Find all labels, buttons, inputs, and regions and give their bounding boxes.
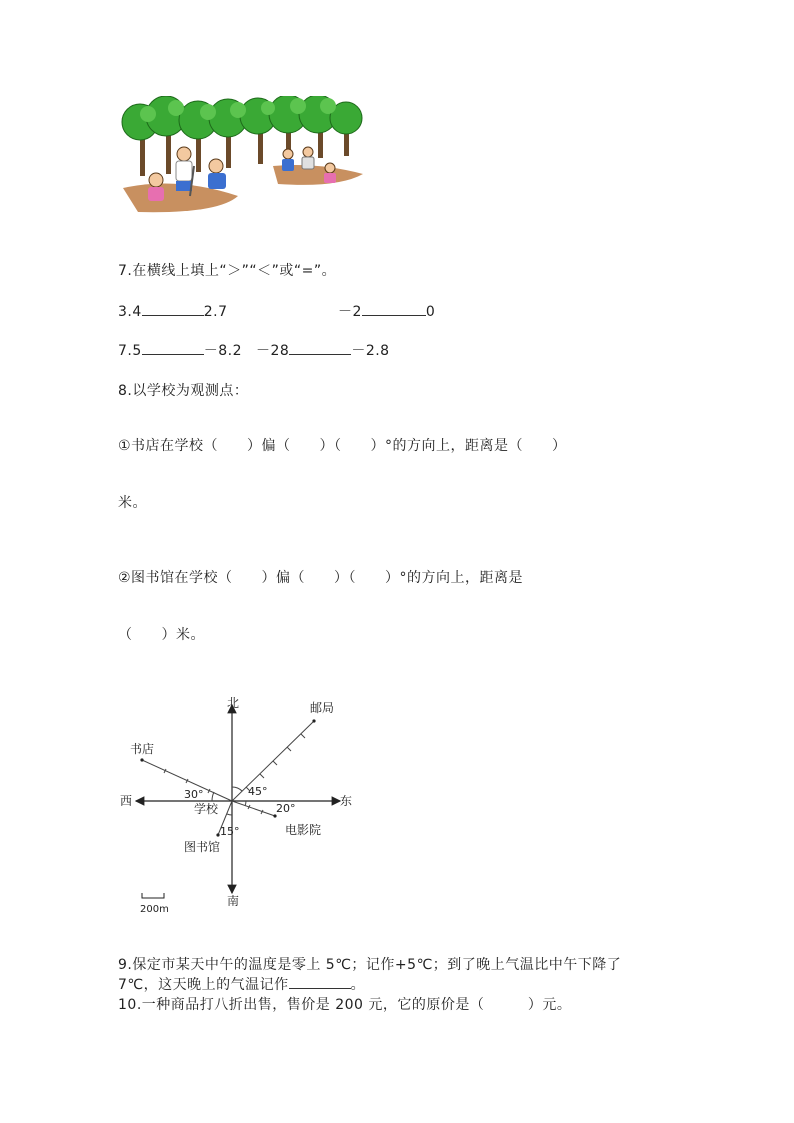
label-cinema: 电影院 xyxy=(285,823,322,837)
q9-line2-b: 。 xyxy=(350,977,366,993)
q7-row1-left xyxy=(118,303,228,321)
angle-bookstore: 30° xyxy=(184,788,204,801)
q7-row1-right xyxy=(338,303,435,321)
angle-cinema: 20° xyxy=(276,802,296,815)
direction-diagram xyxy=(110,695,370,915)
q7-r2-right-blank[interactable] xyxy=(289,342,351,355)
label-library: 图书馆 xyxy=(184,840,221,854)
label-school: 学校 xyxy=(194,802,219,816)
angle-library: 15° xyxy=(220,825,240,838)
q7-r1-right-a: －2 xyxy=(338,304,362,320)
q7-row2-right xyxy=(256,342,390,360)
q7-r2-left-b: －8.2 xyxy=(203,343,243,359)
q10-line: 10.一种商品打八折出售，售价是 200 元，它的原价是（ ）元。 xyxy=(118,997,572,1013)
q8-title: 8.以学校为观测点： xyxy=(118,383,249,399)
q7-row2-left xyxy=(118,342,242,360)
q9-line2 xyxy=(118,976,365,994)
q7-r2-left-blank[interactable] xyxy=(142,342,204,355)
q7-r1-left-b: 2.7 xyxy=(203,304,228,320)
scale-bar xyxy=(142,893,164,898)
label-post-office: 邮局 xyxy=(310,701,335,715)
q7-title: 7.在横线上填上“＞”“＜”或“=”。 xyxy=(118,263,337,279)
q8-item1-line1: ①书店在学校（ ）偏（ ）（ ）°的方向上，距离是（ ） xyxy=(118,438,567,454)
q9-line1: 9.保定市某天中午的温度是零上 5℃；记作+5℃；到了晚上气温比中午下降了 xyxy=(118,957,622,973)
ray-cinema xyxy=(232,801,275,816)
q8-item2-line2: （ ）米。 xyxy=(118,627,205,643)
q7-r1-left-blank[interactable] xyxy=(142,303,204,316)
scale-label: 200m xyxy=(140,904,169,915)
label-north: 北 xyxy=(227,696,240,710)
q7-r1-right-blank[interactable] xyxy=(362,303,426,316)
label-east: 东 xyxy=(340,794,353,808)
q8-item1-line2: 米。 xyxy=(118,495,147,511)
q7-r1-right-b: 0 xyxy=(425,304,436,320)
q7-r2-right-a: －28 xyxy=(256,343,290,359)
q9-line2-a: 7℃，这天晚上的气温记作 xyxy=(118,977,289,993)
q7-r2-left-a: 7.5 xyxy=(118,343,142,359)
q9-answer-blank[interactable] xyxy=(289,976,351,989)
tree-planting-illustration xyxy=(118,96,363,218)
q7-r1-left-a: 3.4 xyxy=(118,304,142,320)
label-south: 南 xyxy=(227,894,240,908)
angle-post-office: 45° xyxy=(248,785,268,798)
label-west: 西 xyxy=(120,794,133,808)
label-bookstore: 书店 xyxy=(130,742,155,756)
q7-r2-right-b: －2.8 xyxy=(351,343,390,359)
q8-item2-line1: ②图书馆在学校（ ）偏（ ）（ ）°的方向上，距离是 xyxy=(118,570,524,586)
